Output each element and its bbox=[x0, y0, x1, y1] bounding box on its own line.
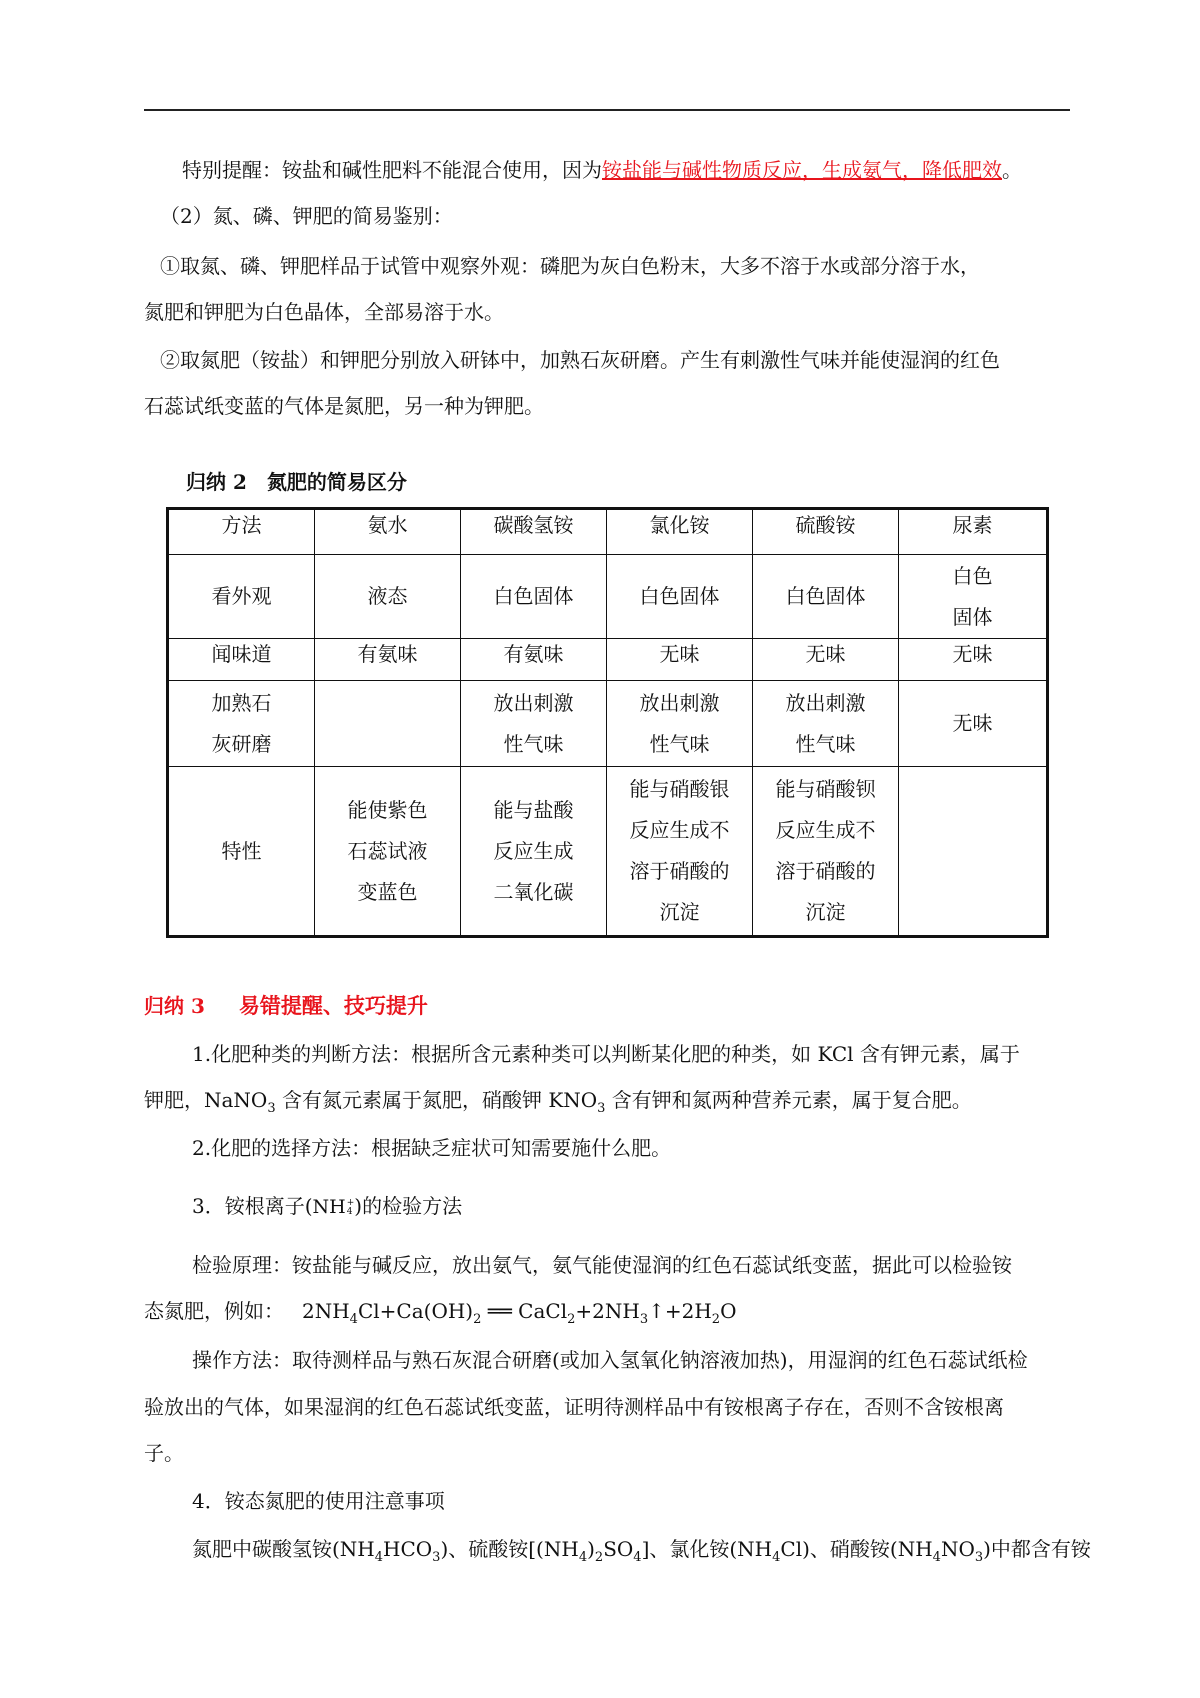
table-cell: 能使紫色 石蕊试液 变蓝色 bbox=[315, 767, 461, 937]
table-cell: 有氨味 bbox=[315, 639, 461, 681]
table-header-cell: 方法 bbox=[168, 509, 315, 555]
table-cell: 特性 bbox=[168, 767, 315, 937]
table-header-cell: 氨水 bbox=[315, 509, 461, 555]
table-cell: 放出刺激 性气味 bbox=[607, 681, 753, 767]
table-row bbox=[168, 639, 1048, 681]
table-cell bbox=[315, 681, 461, 767]
reminder-emphasis: 铵盐能与碱性物质反应，生成氨气，降低肥效 bbox=[602, 158, 1002, 182]
table-cell bbox=[899, 767, 1048, 937]
step2-line1: ②取氮肥（铵盐）和钾肥分别放入研钵中，加熟石灰研磨。产生有刺激性气味并能使湿润的红色 bbox=[160, 348, 1000, 372]
table-header-cell: 碳酸氢铵 bbox=[461, 509, 607, 555]
reminder-text: 特别提醒：铵盐和碱性肥料不能混合使用，因为 bbox=[182, 158, 602, 182]
p2-line: 2.化肥的选择方法：根据缺乏症状可知需要施什么肥。 bbox=[192, 1136, 672, 1160]
table-row bbox=[168, 681, 1048, 767]
section2-title: （2）氮、磷、钾肥的简易鉴别： bbox=[160, 204, 453, 228]
summary3-label: 归纳 3 bbox=[144, 994, 205, 1018]
method-line3: 子。 bbox=[144, 1441, 184, 1465]
table-cell: 无味 bbox=[753, 639, 899, 681]
table-row bbox=[168, 555, 1048, 639]
table-cell: 有氨味 bbox=[461, 639, 607, 681]
table-cell: 放出刺激 性气味 bbox=[461, 681, 607, 767]
principle-line1: 检验原理：铵盐能与碱反应，放出氨气，氨气能使湿润的红色石蕊试纸变蓝，据此可以检验铵 bbox=[192, 1253, 1012, 1277]
p4-line1: 氮肥中碳酸氢铵$(NH_4HCO_3)$、硫酸铵$[(NH_4)_2SO_4]$、氯化铵$(NH_4Cl)$、硝酸铵$(NH_4NO_3)$中都含有铵 bbox=[192, 1537, 1091, 1565]
table-cell: 能与硝酸钡 反应生成不 溶于硝酸的 沉淀 bbox=[753, 767, 899, 937]
p3-title: 3．铵根离子(NH+ 4)的检验方法 bbox=[192, 1194, 463, 1218]
table-row bbox=[168, 767, 1048, 937]
reminder-paragraph bbox=[182, 157, 1112, 183]
reaction-equation: $2NH_4Cl+Ca(OH)_2$ ══ $CaCl_2+2NH_3↑+2H_2O$ bbox=[302, 1299, 737, 1327]
summary3-heading bbox=[144, 993, 1074, 1019]
step1-line1: ①取氮、磷、钾肥样品于试管中观察外观：磷肥为灰白色粉末，大多不溶于水或部分溶于水， bbox=[160, 254, 980, 278]
table-cell: 能与盐酸 反应生成 二氧化碳 bbox=[461, 767, 607, 937]
p4-title: 4．铵态氮肥的使用注意事项 bbox=[192, 1489, 445, 1513]
table-cell: 无味 bbox=[899, 681, 1048, 767]
table-cell: 无味 bbox=[607, 639, 753, 681]
principle-line2: 态氮肥，例如： $2NH_4Cl+Ca(OH)_2$ ══ $CaCl_2+2NH_3↑+2H_2O$ bbox=[144, 1299, 737, 1327]
p1-line1: 1.化肥种类的判断方法：根据所含元素种类可以判断某化肥的种类，如 KCl 含有钾元素，属于 bbox=[192, 1042, 1020, 1066]
ammonium-ion: NH bbox=[312, 1196, 346, 1218]
step2-line2: 石蕊试纸变蓝的气体是氮肥，另一种为钾肥。 bbox=[144, 394, 544, 418]
step1-line2: 氮肥和钾肥为白色晶体，全部易溶于水。 bbox=[144, 300, 504, 324]
table-cell: 加熟石 灰研磨 bbox=[168, 681, 315, 767]
table-header-cell: 硫酸铵 bbox=[753, 509, 899, 555]
header-rule bbox=[144, 109, 1070, 111]
table-cell: 液态 bbox=[315, 555, 461, 639]
table-cell: 看外观 bbox=[168, 555, 315, 639]
summary2-title: 归纳 2 氮肥的简易区分 bbox=[186, 470, 407, 494]
table-cell: 能与硝酸银 反应生成不 溶于硝酸的 沉淀 bbox=[607, 767, 753, 937]
reminder-suffix: 。 bbox=[1002, 158, 1022, 182]
table-cell: 闻味道 bbox=[168, 639, 315, 681]
method-line2: 验放出的气体，如果湿润的红色石蕊试纸变蓝，证明待测样品中有铵根离子存在，否则不含铵根离 bbox=[144, 1395, 1004, 1419]
table-header-cell: 尿素 bbox=[899, 509, 1048, 555]
p1-line2: 钾肥，NaNO$_3$ 含有氮元素属于氮肥，硝酸钾 $KNO_3$ 含有钾和氮两种营养元素，属于复合肥。 bbox=[144, 1088, 972, 1116]
method-line1: 操作方法：取待测样品与熟石灰混合研磨(或加入氢氧化钠溶液加热)，用湿润的红色石蕊试纸检 bbox=[192, 1348, 1028, 1372]
summary3-title: 易错提醒、技巧提升 bbox=[238, 993, 428, 1018]
table-cell: 白色固体 bbox=[461, 555, 607, 639]
table-header-cell: 氯化铵 bbox=[607, 509, 753, 555]
nitrogen-fertilizer-table bbox=[166, 507, 1049, 938]
table-cell: 白色 固体 bbox=[899, 555, 1048, 639]
table-cell: 无味 bbox=[899, 639, 1048, 681]
table-cell: 白色固体 bbox=[607, 555, 753, 639]
table-cell: 放出刺激 性气味 bbox=[753, 681, 899, 767]
table-cell: 白色固体 bbox=[753, 555, 899, 639]
table-header-row bbox=[168, 509, 1048, 555]
